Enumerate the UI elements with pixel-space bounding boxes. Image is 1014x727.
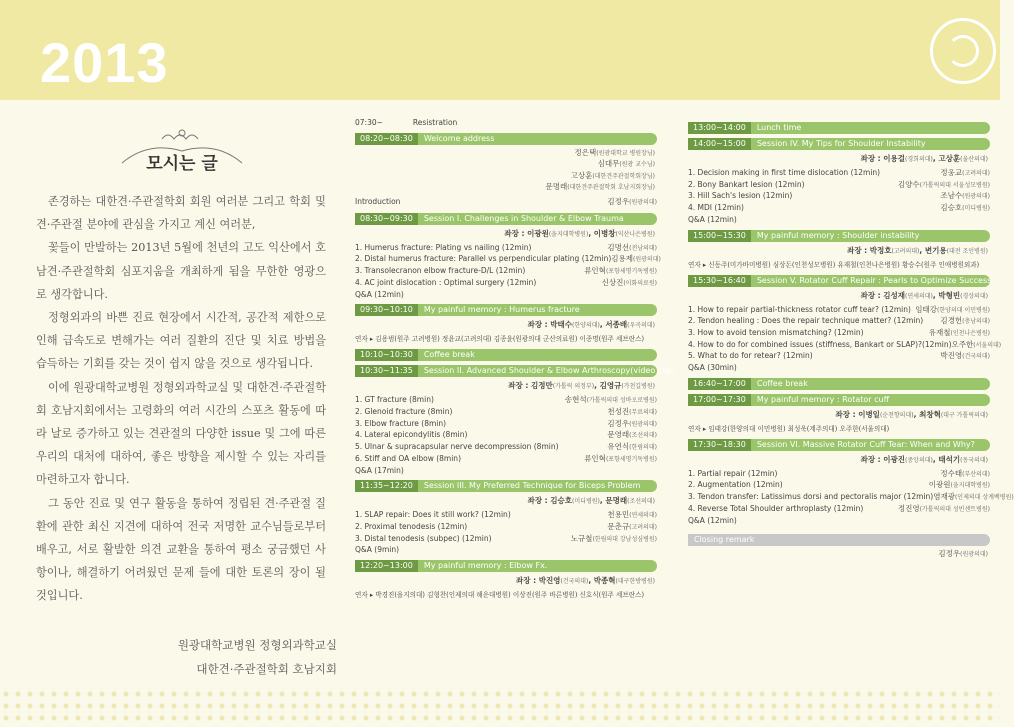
speaker-name: 유연식 [607,442,630,452]
speaker-name: 천용민 [607,510,630,520]
talk-row [688,469,990,481]
chair-name: 서종배 [605,320,628,330]
session-bar [355,213,657,225]
chair-name: 좌장 : 박진영 [515,576,561,586]
talk-row [355,522,657,534]
chair-name: 최창혁 [919,409,941,419]
speaker-affiliation: (조선의대) [629,432,657,440]
speaker-name: 정은택 [574,147,597,157]
letter-paragraph: 존경하는 대한견·주관절학회 회원 여러분 그리고 학회 및 견·주관절 분야에 관심을 가지고 계신 여러분, [36,195,326,232]
speaker-affiliation: (연세의대) [629,512,657,520]
speaker-affiliation: (원광의대) [633,256,661,264]
speaker-affiliation: (서울의대) [973,341,1002,349]
talk-title: 1. GT fracture (8min) [355,395,434,405]
talk-row [688,180,990,192]
speaker-name: 정웅교 [940,168,963,177]
session-bar [355,349,657,361]
qa-label: Q&A (30min) [688,363,737,373]
talk-title: 3. Elbow fracture (8min) [355,418,447,428]
chair-affiliation: (동국의대) [960,456,988,464]
speaker-affiliation: (건국의대) [962,353,990,361]
talk-speaker [607,510,657,522]
speaker-name: 심대무 [597,159,620,169]
chair-affiliation: (우곡의대) [627,322,655,330]
chair-affiliation: (익산나은병원) [615,230,655,238]
responders: 연자 ▸ 박경진(을지의대) 김형찬(인제의대 해운대병원) 이상진(원주 바른병원) 신호식(원주 세브란스) [355,591,645,600]
speaker-affiliation: (원광 교수님) [619,161,655,169]
talk-title: 2. Tendon healing : Does the repair technique matter? (12min) [688,316,924,326]
session-title: My painful memory : Elbow Fx. [423,561,548,571]
session-title: Session IV. My Tips for Shoulder Instability [756,139,926,148]
session-title: Welcome address [423,133,495,143]
session-bar [688,122,990,134]
speaker-name: 오주한 [951,339,974,349]
talk-title: 5. What to do for retear? (12min) [688,351,813,361]
program-column-morning [355,118,675,603]
registration-time: 07:30~ [355,118,383,127]
session-title: My painful memory : Rotator cuff [756,394,890,404]
talk-speaker [940,469,990,481]
welcome-speaker [355,182,657,194]
letter-body [36,190,326,608]
speaker-affiliation: (이화의료원) [623,279,657,287]
talk-speaker [940,203,990,215]
talk-row [688,203,990,215]
session-time: 16:40~17:00 [688,378,751,390]
talk-title: 1. SLAP repair: Does it still work? (12min) [355,510,511,520]
speaker-affiliation: (원광의대) [629,420,657,428]
talk-title: 3. Distal tenodesis (subpec) (12min) [355,533,492,543]
talk-speaker [952,340,1002,352]
talk-title: 5. Ulnar & supracapsular nerve decompression (8min) [355,442,559,452]
speaker-name: 김승호 [940,203,963,213]
talk-title: 4. Lateral epicondylitis (8min) [355,430,468,440]
chair-affiliation: (경희의대) [905,156,933,163]
chair-name: 좌장 : 이광진 [860,454,906,464]
talk-speaker [940,351,990,363]
chairpersons: 좌장 : 박정호(고려의대), 변기용(대전 조인병원) [847,245,988,255]
talk-row [355,430,657,442]
chair-name: 좌장 : 박태수 [527,320,573,330]
session-title: My painful memory : Humerus fracture [423,305,580,315]
speaker-affiliation: (원광의대) [962,193,990,201]
session-title: Session II. Advanced Shoulder & Elbow Arthroscopy(video clip) [423,366,675,376]
chair-affiliation: (건국의대) [560,578,589,586]
chair-affiliation: (가톨릭 의정부) [552,383,595,391]
introduction-label: Introduction [355,197,401,207]
talk-row [688,168,990,180]
talk-speaker [915,305,990,317]
talk-title: 2. Bony Bankart lesion (12min) [688,179,805,189]
talk-speaker [607,243,657,255]
talk-title: 2. Augmentation (12min) [688,480,783,490]
talk-speaker [940,168,990,180]
welcome-speaker [355,148,657,160]
year-title: 2013 [40,31,169,94]
session-title: Session VI. Massive Rotator Cuff Tear: When and Why? [756,439,975,449]
chair-affiliation: (대구한방병원) [615,578,655,586]
chairpersons: 좌장 : 박태수(한양의대), 서종배(우곡의대) [527,320,655,330]
speaker-name: 임태강 [915,304,938,314]
speaker-name: 류인혁 [584,453,606,463]
speaker-name: 김양수 [897,179,920,189]
session-time: 14:00~15:00 [688,138,751,150]
letter-title: 모시는 글 [146,154,218,174]
session-title: Session III. My Preferred Technique for Biceps Problem [423,481,641,491]
session-time: 10:30~11:35 [355,365,418,377]
welcome-speaker [355,171,657,183]
chairpersons: 좌장 : 박진영(건국의대), 박종혁(대구한방병원) [515,576,655,586]
talk-row [688,316,990,328]
talk-row [688,480,990,492]
speaker-affiliation: (고려의대) [962,170,990,177]
chair-affiliation: (대구 가톨릭의대) [940,411,988,419]
chair-affiliation: (을지대학병원) [548,230,589,238]
speaker-affiliation: (을지대학병원) [950,482,990,490]
talk-speaker [602,278,657,290]
qa-label: Q&A (17min) [355,465,404,475]
talk-row [355,243,657,255]
chair-name: 좌장 : 박정호 [847,245,892,255]
chair-name: 고상훈 [938,154,961,163]
chairpersons: 좌장 : 김정만(가톨릭 의정부), 김영규(가천길병원) [508,381,655,391]
talk-speaker [929,480,990,492]
speaker-name: 유재철 [928,327,951,337]
talk-row [688,191,990,203]
talk-title: 2. Distal humerus fracture: Parallel vs perpendicular plating (12min) [355,254,612,264]
speaker-name: 문명래 [545,182,568,192]
welcome-speaker [355,159,657,171]
talk-speaker [565,395,657,407]
qa-label: Q&A (12min) [688,515,737,525]
talk-row [355,395,657,407]
speaker-name: 김정우 [607,418,630,428]
speaker-affiliation: (미디병원) [962,205,990,213]
letter-paragraph: 꽃들이 만발하는 2013년 5월에 천년의 고도 익산에서 호남견·주관절학회 심포지움을 개최하게 됨을 무한한 영광으로 생각합니다. [36,241,326,301]
talk-title: 4. Reverse Total Shoulder arthroplasty (12min) [688,503,864,513]
qa-label: Q&A (12min) [688,214,737,224]
speaker-name: 류인혁 [584,266,606,276]
session-time: 10:10~10:30 [355,349,418,361]
session-time: 08:20~08:30 [355,133,418,145]
talk-speaker [933,492,1014,504]
chair-affiliation: (울산의대) [960,156,988,163]
talk-row [688,351,990,363]
talk-title: 4. AC joint dislocation : Optimal surgery (12min) [355,277,537,287]
header-band [0,0,1000,100]
chairpersons: 좌장 : 이병일(순천향의대), 최창혁(대구 가톨릭의대) [835,409,988,419]
talk-title: 3. How to avoid tension mismatching? (12min) [688,327,864,337]
talk-row [355,419,657,431]
chair-name: 좌장 : 김정만 [508,381,553,391]
closing-speaker [688,549,990,561]
session-title: Closing remark [694,535,755,545]
session-bar [688,138,990,150]
talk-speaker [607,419,657,431]
chairpersons: 좌장 : 이용걸(경희의대), 고상훈(울산의대) [860,154,988,163]
talk-speaker [898,504,990,516]
talk-title: 3. Tendon transfer: Latissimus dorsi and pectoralis major (12min) [688,492,934,502]
letter-signature [22,633,337,681]
session-title: Session V. Rotator Cuff Repair : Pearls to Optimize Success [756,275,992,285]
chairpersons: 좌장 : 김성재(연세의대), 박형빈(경상의대) [860,290,988,300]
talk-title: 4. How to do for combined issues (stiffness, Bankart or SLAP)?(12min) [688,339,952,349]
registration-label: Resistration [412,118,458,127]
talk-row [688,339,1002,352]
dot-pattern-footer [0,688,1000,727]
speaker-name: 김정우 [938,549,961,559]
speaker-name: 이광원 [928,480,951,490]
chair-affiliation: (가천길병원) [621,383,655,391]
speaker-name: 고상훈 [570,170,593,180]
responders: 연자 ▸ 신동주(미가바미병원) 심상돈(인천성모병원) 유재철(인천나은병원) 황승수(원주 인애병원외과) [688,260,980,269]
chair-name: 문명래 [605,496,628,506]
talk-row [355,454,657,466]
speaker-affiliation: (대한견주관절학회 호남지회장님) [567,184,655,192]
talk-speaker [929,328,990,340]
speaker-affiliation: (포항세명기독병원) [605,455,657,463]
session-time: 12:20~13:00 [355,560,418,572]
session-bar [355,480,657,492]
talk-title: 1. Humerus fracture: Plating vs nailing (12min) [355,242,532,252]
speaker-name: 김명선 [607,242,630,252]
speaker-affiliation: (가톨릭의대 서울성모병원) [919,181,990,189]
talk-title: 3. Hill Sach's lesion (12min) [688,191,793,201]
chair-affiliation: (순천향의대) [879,411,914,419]
speaker-name: 송현석 [564,395,587,405]
speaker-affiliation: (한림의대) [629,444,657,452]
speaker-affiliation: (충남의대) [962,318,990,326]
chair-name: 이병창 [593,228,616,238]
talk-row [688,328,990,340]
speaker-name: 김경헌 [940,316,963,326]
chair-name: 박형빈 [938,290,961,300]
session-bar [688,230,990,242]
session-bar [688,534,990,546]
talk-speaker [584,266,657,278]
chair-affiliation: (중앙의대) [905,456,933,464]
chair-name: 좌장 : 이병일 [835,409,880,419]
qa-label: Q&A (12min) [355,289,404,299]
talk-row [688,492,1014,504]
session-time: 15:30~16:40 [688,275,751,287]
chair-affiliation: (한양의대) [572,322,600,330]
session-title: Coffee break [423,350,475,360]
session-bar [355,365,675,377]
speaker-affiliation: (한림의대 강남성심병원) [592,535,657,543]
speaker-affiliation: (한양의대 이민병원) [937,306,990,314]
speaker-affiliation: (원광대학교 병원장님) [596,149,655,157]
chair-name: 태석기 [938,454,961,464]
talk-row [355,442,657,454]
talk-speaker [607,430,657,442]
session-time: 13:00~14:00 [688,122,751,134]
speaker-affiliation: (인천나은병원) [950,329,990,337]
talk-speaker [940,316,990,328]
chair-affiliation: (고려의대) [891,247,920,255]
speaker-name: 염재광 [933,492,955,502]
speaker-name: 정진영 [897,503,920,513]
session-title: Lunch time [756,123,802,132]
talk-row [355,534,657,546]
chair-name: 김영규 [599,381,622,391]
talk-title: 2. Proximal tenodesis (12min) [355,521,468,531]
session-bar [688,394,990,406]
letter-paragraph: 이에 원광대학교병원 정형외과학교실 및 대한견·주관절학회 호남지회에서는 고령화의 여러 시간의 스포츠 활동에 따라 날로 증가하고 있는 견관절의 다양한 issue 및 그에 따른 우리의 대처에 대하여, 좋은 방향을 제시할 수 있는 자리를 마련하고자 합니다. [36,380,326,487]
speaker-affiliation: (부산의대) [962,470,990,478]
session-bar [355,304,657,316]
registration-row [355,118,657,129]
responders: 연자 ▸ 임태강(한양의대 이민병원) 최성욱(계주의대) 오주한(서울의대) [688,424,890,433]
talk-row [355,254,661,266]
session-time: 17:00~17:30 [688,394,751,406]
talk-row [355,266,657,278]
session-time: 17:30~18:30 [688,439,751,451]
speaker-affiliation: (인제의대 상계백병원) [954,494,1014,502]
speaker-name: 김정우 [607,197,630,207]
speaker-name: 조남수 [940,191,963,201]
speaker-affiliation: (전남의대) [629,244,657,252]
session-bar [688,378,990,390]
speaker-affiliation: (대한견주관절학회장님) [592,172,655,180]
talk-row [355,407,657,419]
chair-affiliation: (경상의대) [960,292,988,300]
talk-speaker [607,407,657,419]
introduction-row [355,197,657,209]
speaker-name: 문영래 [607,430,630,440]
talk-title: 1. How to repair partial-thickness rotator cuff tear? (12min) [688,304,911,314]
chairpersons: 좌장 : 김승호(미디병원), 문명래(조선의대) [527,496,655,506]
introduction-speaker [607,197,657,209]
speaker-affiliation: (고려의대) [629,523,657,531]
society-logo-icon [930,18,996,84]
session-time: 11:35~12:20 [355,480,418,492]
session-title: My painful memory : Shoulder instability [756,230,920,240]
chair-name: 변기용 [924,245,947,255]
speaker-affiliation: (가톨릭의대 성빈센트병원) [919,505,990,513]
session-bar [355,560,657,572]
talk-title: 3. Transolecranon elbow fracture-D/L (12min) [355,266,526,276]
chair-name: 박종혁 [593,576,616,586]
session-title: Session I. Challenges in Shoulder & Elbow Trauma [423,213,624,223]
chair-affiliation: (연세의대) [905,292,933,300]
talk-title: 1. Decision making in first time dislocation (12min) [688,168,881,177]
signature-line: 원광대학교병원 정형외과학교실 [177,638,337,652]
talk-row [355,510,657,522]
signature-line: 대한견·주관절학회 호남지회 [196,662,337,676]
talk-title: 1. Partial repair (12min) [688,468,778,478]
talk-speaker [607,442,657,454]
chair-affiliation: (대전 조인병원) [946,247,988,255]
session-time: 08:30~09:30 [355,213,418,225]
chair-name: 좌장 : 김성재 [860,290,906,300]
letter-paragraph: 정형외과의 바쁜 진료 현장에서 시간적, 공간적 제한으로 인해 급속도로 변해가는 여러 질환의 진단 및 치료 방법을 습득하는 기회를 갖는 것이 쉽지 않을 것으로 생각됩니다. [36,311,326,371]
chair-affiliation: (조선의대) [627,498,655,506]
program-column-afternoon [688,118,1014,561]
chair-name: 좌장 : 이용걸 [860,154,906,163]
invitation-letter [22,115,342,700]
speaker-affiliation: (원광의대) [629,199,657,207]
chairpersons: 좌장 : 이광원(을지대학병원), 이병창(익산나은병원) [504,228,655,238]
session-bar [688,439,990,451]
talk-title: 4. MDI (12min) [688,203,744,213]
responders: 연자 ▸ 김용범(원주 고려병원) 정윤교(고려의대) 김종윤(원광의대 군산의료원) 이종명(원주 세브란스) [355,335,645,344]
speaker-name: 문춘규 [607,521,630,531]
talk-title: 2. Glenoid fracture (8min) [355,407,453,416]
letter-paragraph: 그 동안 진료 및 연구 활동을 통하여 정립된 견·주관절 질환에 관한 최신 지견에 대하여 전국 저명한 교수님들로부터 배우고, 서로 활발한 의견 교환을 통하여 평소 궁금했던 사항이나, 해결하기 어려웠던 문제 들에 대한 토론의 장이 될 것입니다. [36,496,326,603]
session-time: 09:30~10:10 [355,304,418,316]
talk-title: 6. Stiff and OA elbow (8min) [355,453,461,463]
speaker-affiliation: (원광의대) [960,551,988,559]
talk-row [355,278,657,290]
talk-speaker [611,254,661,266]
speaker-name: 김용제 [611,254,633,264]
chair-affiliation: (미디병원) [572,498,600,506]
talk-speaker [940,191,990,203]
talk-speaker [898,180,990,192]
talk-row [688,305,990,317]
speaker-name: 천성진 [607,407,630,416]
talk-speaker [584,454,657,466]
speaker-name: 노규철 [570,533,593,543]
talk-speaker [607,522,657,534]
qa-label: Q&A (9min) [355,545,400,555]
session-bar [355,133,657,145]
session-bar [688,275,990,287]
speaker-affiliation: (무료의대) [629,409,657,416]
speaker-affiliation: (가톨릭의대 성바오로병원) [586,397,657,405]
session-time: 15:00~15:30 [688,230,751,242]
talk-row [688,504,990,516]
chairpersons: 좌장 : 이광진(중앙의대), 태석기(동국의대) [860,454,988,464]
speaker-name: 정수태 [940,468,963,478]
session-title: Coffee break [756,378,808,388]
talk-speaker [571,534,657,546]
chair-name: 좌장 : 이광원 [504,228,549,238]
chair-name: 좌장 : 김승호 [527,496,573,506]
speaker-name: 신상진 [601,277,624,287]
speaker-name: 박진영 [940,351,963,361]
speaker-affiliation: (포항세명기독병원) [605,268,657,276]
